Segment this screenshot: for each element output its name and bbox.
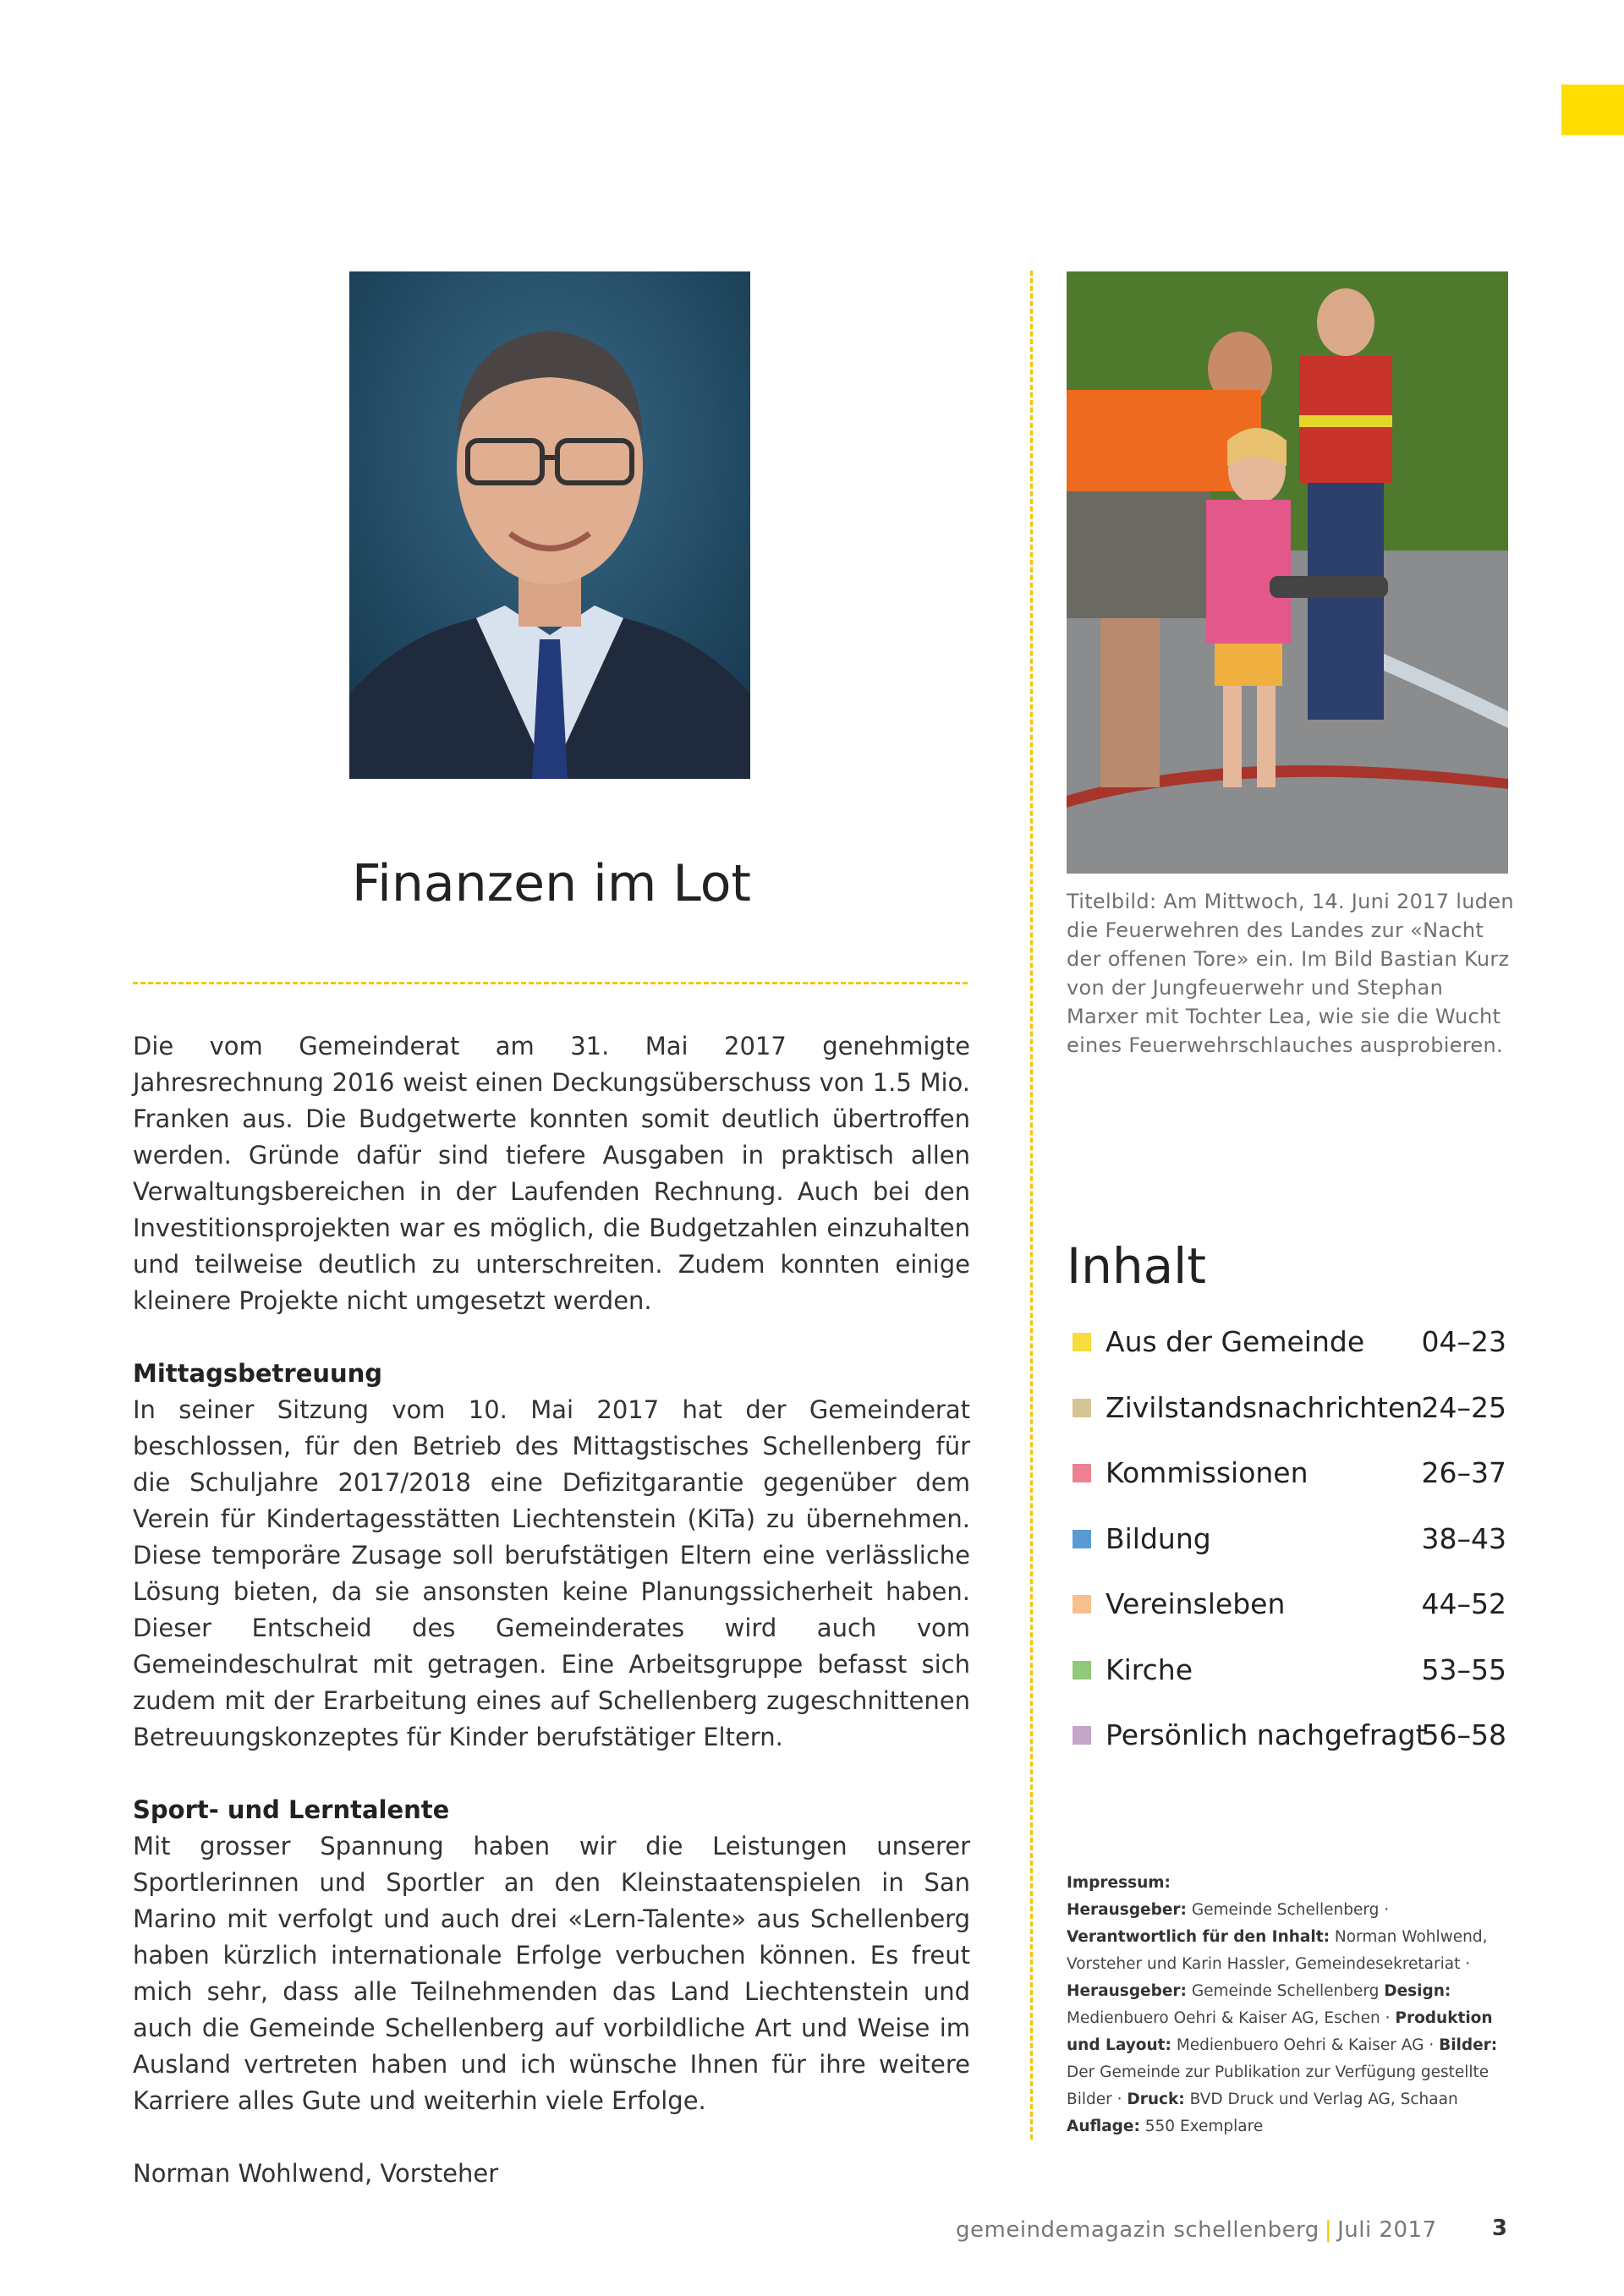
impressum-value: Der Gemeinde zur Publikation zur Verfügung gestellte Bilder · [1067,2063,1490,2108]
impressum-value: Medienbuero Oehri & Kaiser AG · [1176,2036,1435,2054]
impressum-label: Design: [1384,1982,1451,2000]
toc-item-bildung[interactable] [1067,1516,1506,1582]
toc-range: 53–55 [1421,1652,1506,1686]
portrait-photo [349,271,750,779]
impressum-value: Medienbuero Oehri & Kaiser AG, Eschen · [1067,2009,1391,2027]
article-title: Finanzen im Lot [352,854,751,913]
square-icon [1073,1661,1091,1680]
impressum-value: Gemeinde Schellenberg [1191,1982,1380,2000]
toc-label: Bildung [1106,1521,1211,1555]
toc-item-kommissionen[interactable] [1067,1450,1506,1516]
toc-range: 56–58 [1421,1718,1506,1751]
impressum-value: Gemeinde Schellenberg · [1191,1901,1390,1919]
cover-photo [1067,271,1508,874]
toc-label: Zivilstandsnachrichten [1106,1390,1424,1424]
toc-item-vereinsleben[interactable] [1067,1581,1506,1647]
square-icon [1073,1595,1091,1614]
square-icon [1073,1726,1091,1745]
toc-range: 04–23 [1421,1325,1506,1358]
impressum-label: Verantwortlich für den Inhalt: [1067,1928,1330,1946]
footer-magazine: gemeindemagazin schellenberg [956,2217,1320,2243]
impressum-label: Herausgeber: [1067,1982,1187,2000]
toc-range: 44–52 [1421,1587,1506,1620]
toc-range: 38–43 [1421,1521,1506,1555]
toc-range: 26–37 [1421,1456,1506,1489]
impressum [1067,1870,1515,2140]
impressum-value: 550 Exemplare [1144,2118,1264,2135]
toc-label: Kirche [1106,1652,1193,1686]
yellow-corner-tab [1561,85,1624,135]
square-icon [1073,1464,1091,1482]
toc-label: Persönlich nachgefragt [1106,1718,1427,1751]
toc-title: Inhalt [1067,1237,1207,1295]
toc-label: Kommissionen [1106,1456,1309,1489]
square-icon [1073,1333,1091,1351]
section-body: Mit grosser Spannung haben wir die Leistungen unserer Sportlerinnen und Sportler an den Kleinstaatenspielen in San Marino mit verfolgt und auch drei «Lern-Talente» aus Schellenberg haben kürzlich internationale Erfolge verbuchen können. Es freut mich sehr, dass alle Teilnehmenden das Land Liechtenstein und auch die Gemeinde Schellenberg auf vorbildliche Art und Weise im Ausland vertreten haben und ich wünsche Ihnen für ihre weitere Karriere alles Gute und weiterhin viele Erfolge. [133,1832,970,2115]
page-number: 3 [1491,2216,1507,2241]
cover-caption: Titelbild: Am Mittwoch, 14. Juni 2017 luden die Feuerwehren des Landes zur «Nacht der offenen Tore» ein. Im Bild Bastian Kurz von der Jungfeuerwehr und Stephan Marxer mit Tochter Lea, wie sie die Wucht eines Feuerwehrschlauches ausprobieren. [1067,890,1514,1057]
impressum-label: Produktion und Layout: [1067,2009,1493,2054]
toc-item-kirche[interactable] [1067,1647,1506,1713]
section-heading: Sport- und Lerntalente [133,1795,450,1824]
toc-item-zivilstandsnachrichten[interactable] [1067,1385,1506,1451]
impressum-label: Herausgeber: [1067,1901,1187,1919]
section-body: In seiner Sitzung vom 10. Mai 2017 hat der Gemeinderat beschlossen, für den Betrieb des Mittagstisches Schellenberg für die Schuljahre 2017/2018 eine Defizitgarantie gegenüber dem Verein für Kindertagesstätten Liechtenstein (KiTa) zu übernehmen. Diese temporäre Zusage soll berufstätigen Eltern eine verlässliche Lösung bieten, da sie ansonsten keine Planungssicherheit haben. Dieser Entscheid des Gemeinderates wird auch vom Gemeindeschulrat mit getragen. Eine Arbeitsgruppe befasst sich zudem mit der Erarbeitung eines auf Schellenberg zugeschnittenen Betreuungskonzeptes für Kinder berufstätiger Eltern. [133,1395,970,1751]
impressum-label: Auflage: [1067,2118,1140,2135]
impressum-label: Druck: [1127,2091,1185,2108]
toc-item-aus-der-gemeinde[interactable] [1067,1319,1506,1385]
signature: Norman Wohlwend, Vorsteher [133,2159,499,2188]
impressum-value: BVD Druck und Verlag AG, Schaan [1189,2091,1458,2108]
impressum-label: Bilder: [1439,2036,1498,2054]
article-body [133,1028,970,2192]
footer-separator: | [1324,2217,1333,2243]
footer [956,2217,1437,2243]
toc-item-persoenlich-nachgefragt[interactable] [1067,1712,1506,1778]
column-divider [1030,271,1033,2140]
impressum-value: Norman Wohlwend, Vorsteher und Karin Hassler, Gemeindesekretariat · [1067,1928,1488,1973]
title-divider [133,982,968,984]
square-icon [1073,1399,1091,1417]
section-heading: Mittagsbetreuung [133,1359,383,1388]
square-icon [1073,1530,1091,1548]
toc-label: Vereinsleben [1106,1587,1286,1620]
toc-range: 24–25 [1421,1390,1506,1424]
toc-label: Aus der Gemeinde [1106,1325,1365,1358]
portrait-photo-icon [349,271,750,779]
footer-issue: Juli 2017 [1337,2217,1437,2243]
cover-photo-icon [1067,271,1508,874]
article-intro: Die vom Gemeinderat am 31. Mai 2017 genehmigte Jahresrechnung 2016 weist einen Deckungsüberschuss von 1.5 Mio. Franken aus. Die Budgetwerte konnten somit deutlich übertroffen werden. Gründe dafür sind tiefere Ausgaben in praktisch allen Verwaltungsbereichen in der Laufenden Rechnung. Auch bei den Investitionsprojekten war es möglich, die Budgetzahlen einzuhalten und teilweise deutlich zu unterschreiten. Zudem konnten einige kleinere Projekte nicht umgesetzt werden. [133,1032,970,1315]
impressum-title: Impressum: [1067,1874,1171,1892]
table-of-contents [1067,1319,1506,1778]
